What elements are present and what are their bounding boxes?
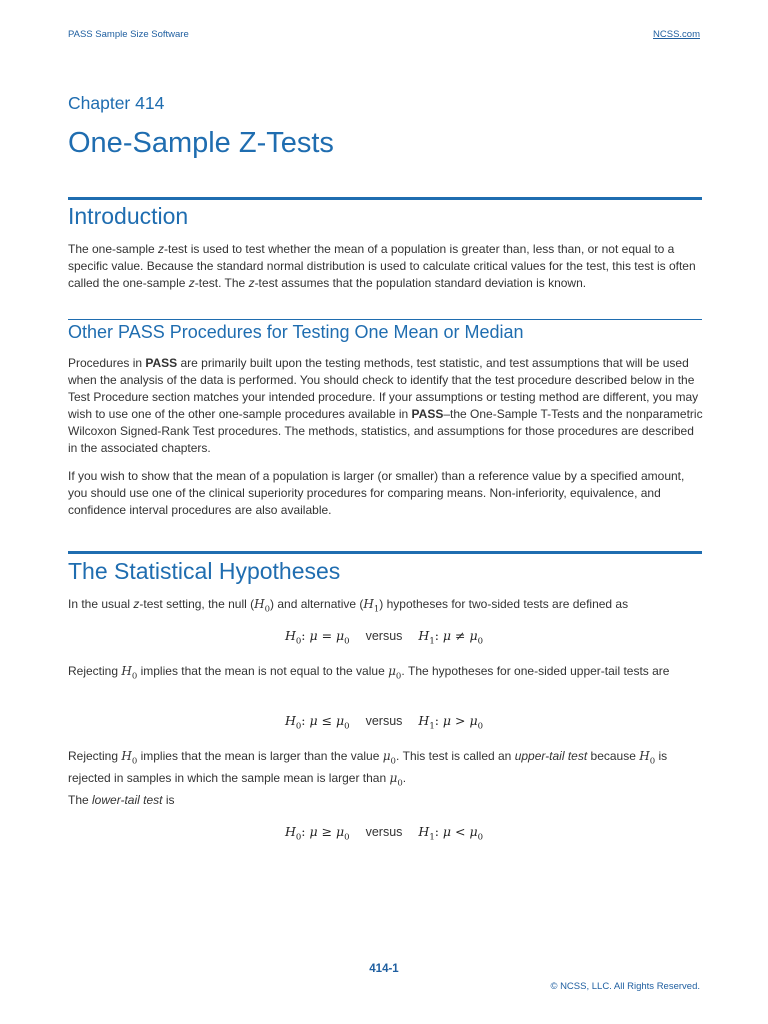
hypotheses-paragraph-1: In the usual z-test setting, the null $(H_0)$ and alternative $(H_1)$ hypotheses for two-sided tests are defined as <box>68 597 629 615</box>
chapter-label: Chapter 414 <box>68 93 165 113</box>
equation-two-sided: $H_0$: $\mu = \mu_0$ versus $H_1$: $\mu \ne \mu_0$ <box>284 628 484 647</box>
other-procedures-paragraph-2: If you wish to show that the mean of a population is larger (or smaller) than a reference value by a specified amount, you should use one of the clinical superiority procedures for comparing means. Non-inferiority, equivalence, and confidence interval procedures are also available. <box>68 469 685 517</box>
header-site-link[interactable]: NCSS.com <box>653 29 700 40</box>
equation-lower-tail: $H_0$: $\mu \ge \mu_0$ versus $H_1$: $\mu < \mu_0$ <box>284 824 484 843</box>
other-procedures-paragraph-1: Procedures in PASS are primarily built upon the testing methods, test statistic, and test assumptions that will be used when the analysis of the data is performed. You should check to identify that the test procedure described below in the Test Procedure section matches your intended procedure. If your assumptions or testing method are different, you may wish to use one of the other one-sample procedures available in PASS–the One-Sample T-Tests and the nonparametric Wilcoxon Signed-Rank Test procedures. The methods, statistics, and assumptions for those procedures are described in the associated chapters. <box>68 356 703 455</box>
hypotheses-paragraph-3: Rejecting $H_0$ implies that the mean is larger than the value $\mu_0$. This test is called an upper-tail test because $H_0$ is rejected in samples in which the sample mean is larger than $\mu_0$. <box>68 749 668 789</box>
hypotheses-paragraph-4: The lower-tail test is <box>68 793 175 807</box>
subsection-divider <box>68 319 702 320</box>
hypotheses-paragraph-2: Rejecting $H_0$ implies that the mean is not equal to the value $\mu_0$. The hypotheses for one-sided upper-tail tests are <box>68 664 670 682</box>
page-title: One-Sample Z-Tests <box>68 127 334 159</box>
section-divider <box>68 551 702 554</box>
section-divider <box>68 197 702 200</box>
copyright-notice: © NCSS, LLC. All Rights Reserved. <box>550 981 700 992</box>
section-heading-hypotheses: The Statistical Hypotheses <box>68 558 341 584</box>
header-software-name: PASS Sample Size Software <box>68 29 189 40</box>
equation-upper-tail: $H_0$: $\mu \le \mu_0$ versus $H_1$: $\mu > \mu_0$ <box>284 713 484 732</box>
page-number: 414-1 <box>369 963 399 975</box>
subsection-heading-other-procedures: Other PASS Procedures for Testing One Mean or Median <box>68 322 524 342</box>
section-heading-introduction: Introduction <box>68 203 189 229</box>
intro-paragraph: The one-sample z-test is used to test whether the mean of a population is greater than, less than, or not equal to a specific value. Because the standard normal distribution is used to calculate critical values for the test, this test is often called the one-sample z-test. The z-test assumes that the population standard deviation is known. <box>68 242 696 290</box>
